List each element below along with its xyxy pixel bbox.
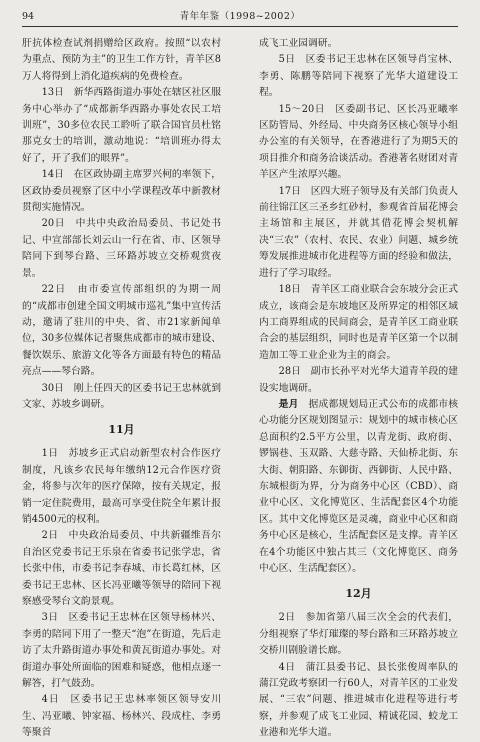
chronicle-entry: 成飞工业园调研。 <box>259 38 338 49</box>
chronicle-entry: 15～20日 区委副书记、区长冯亚曦率区防管局、外经局、中央商务区核心领导小组办公室的有关领导，在香港进行了为期5天的项目推介和商务洽谈活动。香港著名财团对青羊区产生浓厚兴趣。 <box>259 103 458 181</box>
chronicle-entry: 肝抗体检查试剂捐赠给区政府。按照“以农村为重点、预防为主”的卫生工作方针，青羊区8万人将得到上消化道疾病的免费检查。 <box>22 38 221 82</box>
chronicle-entry: 20日 中共中央政治局委员、书记处书记、中宣部部长刘云山一行在省、市、区领导陪同下到琴台路、三环路苏坡立交桥观赏夜景。 <box>22 218 221 279</box>
right-column <box>259 36 458 742</box>
month-heading-november: 11月 <box>108 423 135 437</box>
chronicle-entry: 是月 据成都规划局正式公布的成都市核心功能分区规划图显示：规划中的城市核心区总面积约2.5平方公里，以青龙街、政府街、锣锅巷、玉双路、大慈寺路、天仙桥北街、东大街、朝阳路、东御街、西御街、人民中路、东城根街为界，分为商务中心区（CBD）、商业中心区、文化博览区、生活配套区4个功能区。其中文化博览区是灵魂，商业中心区和商务中心区是核心，生活配套区是支撑。青羊区在4个功能区中独占其三（文化博览区、商务中心区、生活配套区）。 <box>259 398 459 574</box>
left-column <box>22 36 221 742</box>
chronicle-entry: 13日 新华西路街道办事处在辖区社区服务中心举办了“成都新华西路办事处农民工培训班”，30多位农民工聆听了联合国官员杜铭那克女士的培训，激动地说：“培训班办得太好了，开了我们的眼界”。 <box>22 87 221 164</box>
chronicle-entry: 18日 青羊区工商业联合会东坡分会正式成立，该商会是东坡地区及所界定的相邻区域内工商界组成的民间商会，是青羊区工商业联合会的基层组织，同时也是青羊区第一个以制造加工等工业企业为主的商会。 <box>259 284 458 361</box>
month-heading-december: 12月 <box>345 587 372 601</box>
chronicle-entry: 14日 在区政协副主席罗兴柯的率领下，区政协委员视察了区中小学课程改革中新教材贯彻实施情况。 <box>22 169 221 214</box>
chronicle-entry: 2日 中央政治局委员、中共新疆维吾尔自治区党委书记王乐泉在省委书记张学忠，省长张中伟，市委书记李春城、市长葛红林，区委书记王忠林、区长冯亚曦等领导的陪同下视察感受琴台文韵景观。 <box>22 530 221 607</box>
chronicle-entry: 22日 由市委宣传部组织的为期一周的“成都市创建全国文明城市巡礼”集中宣传活动，邀请了驻川的中央、省、市21家新闻单位，30多位媒体记者聚焦成都市的城市建设、餐饮娱乐、旅游文化等各方面最有特色的精品亮点——琴台路。 <box>22 284 221 378</box>
chronicle-entry: 17日 区四大班子领导及有关部门负责人前往锦江区三圣乡红砂村，参观省首届花博会主场馆和主展区，并就其借花博会契机解决“三农”（农村、农民、农业）问题、城乡统筹发展推进城市化进程等方面的经验和做法，进行了学习取经。 <box>259 185 458 279</box>
chronicle-entry: 2日 参加省第八届三次全会的代表们，分组视察了华灯璀璨的琴台路和三环路苏坡立交桥川剧脸谱长廊。 <box>259 612 458 657</box>
running-title: 青年年鉴（1998~2002） <box>179 11 301 22</box>
chronicle-entry: 4日 蒲江县委书记、县长张俊周率队的蒲江党政考察团一行60人，对青羊区的工业发展、“三农”问题、推进城市化进程等进行考察，并参观了成飞工业园、精诚花园、蛟龙工业港和光华大道。 <box>259 661 458 739</box>
page-number: 94 <box>22 11 35 22</box>
chronicle-entry: 30日 刚上任四天的区委书记王忠林就到文家、苏坡乡调研。 <box>22 382 221 410</box>
chronicle-entry: 5日 区委书记王忠林在区领导肖宝林、李勇、陈鹏等陪同下视察了光华大道建设工程。 <box>259 54 458 99</box>
chronicle-entry: 3日 区委书记王忠林在区领导杨林兴、李勇的陪同下用了一整天“泡”在街道，先后走访了太升路街道办事处和黄瓦街道办事处。对街道办事处所面临的困难和疑惑，他相点逐一解答，打气鼓劲。 <box>22 612 221 690</box>
chronicle-entry: 28日 副市长孙平对光华大道青羊段的建设实地调研。 <box>259 366 458 394</box>
page-header <box>22 10 458 27</box>
chronicle-entry: 4日 区委书记王忠林率领区领导安川生、冯亚曦、钟家福、杨林兴、段成柱、李勇等聚首 <box>22 694 221 739</box>
chronicle-entry: 1日 苏坡乡正式启动新型农村合作医疗制度，凡该乡农民每年缴纳12元合作医疗资金，将参与次年的医疗保障，按有关规定，报销一定住院费用，最高可享受住院全年累计报销4500元的权利。 <box>22 448 221 525</box>
